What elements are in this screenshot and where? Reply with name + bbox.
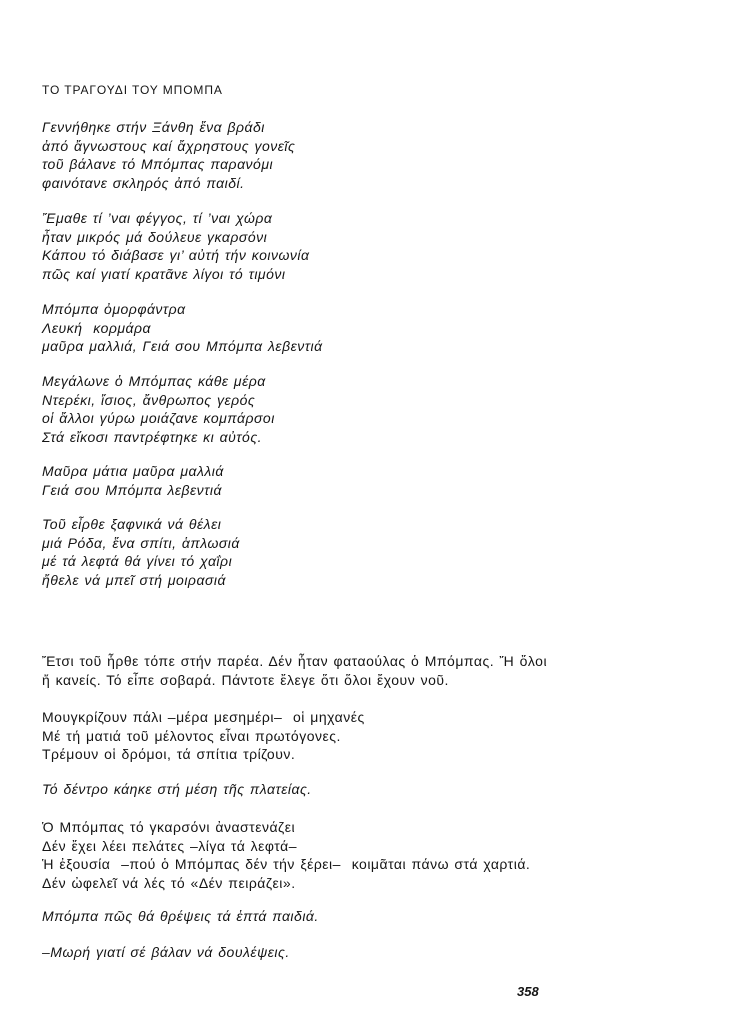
page-title: ΤΟ ΤΡΑΓΟΥΔΙ ΤΟΥ ΜΠΟΜΠΑ bbox=[42, 83, 223, 97]
poem-line: μαῦρα μαλλιά, Γειά σου Μπόμπα λεβεντιά bbox=[42, 338, 323, 355]
italic-line-1 bbox=[42, 780, 312, 799]
poem-line: Στά εἴκοσι παντρέφτηκε κι αὐτός. bbox=[42, 429, 263, 446]
italic-line: Μπόμπα πῶς θά θρέψεις τά ἑπτά παιδιά. bbox=[42, 908, 319, 924]
poem-line: πῶς καί γιατί κρατᾶνε λίγοι τό τιμόνι bbox=[42, 266, 286, 283]
poem-line: Λευκή κορμάρα bbox=[42, 319, 152, 336]
poem-stanza-2 bbox=[42, 209, 310, 284]
poem-line: οἱ ἄλλοι γύρω μοιάζανε κομπάρσοι bbox=[42, 410, 275, 427]
prose-line: Μέ τή ματιά τοῦ μέλοντος εἶναι πρωτόγονες. bbox=[42, 727, 341, 744]
poem-line: Τοῦ εἶρθε ξαφνικά νά θέλει bbox=[42, 516, 222, 532]
italic-line: –Μωρή γιατί σέ βάλαν νά δουλέψεις. bbox=[42, 944, 290, 960]
prose-paragraph-1 bbox=[42, 652, 547, 689]
prose-line: Δέν ἔχει λέει πελάτες –λίγα τά λεφτά– bbox=[42, 837, 298, 854]
poem-line: Μπόμπα ὀμορφάντρα bbox=[42, 301, 186, 317]
prose-line: Ἡ ἐξουσία –πού ὁ Μπόμπας δέν τήν ξέρει– κοιμᾶται πάνω στά χαρτιά. bbox=[42, 856, 531, 873]
italic-line: Τό δέντρο κάηκε στή μέση τῆς πλατείας. bbox=[42, 781, 312, 797]
poem-stanza-3 bbox=[42, 300, 323, 356]
italic-line-2 bbox=[42, 907, 319, 926]
poem-line: τοῦ βάλανε τό Μπόμπας παρανόμι bbox=[42, 156, 274, 173]
poem-line: ἀπό ἄγνωστους καί ἄχρηστους γονεῖς bbox=[42, 137, 296, 154]
prose-line: Τρέμουν οἱ δρόμοι, τά σπίτια τρίζουν. bbox=[42, 746, 296, 763]
page-number: 358 bbox=[517, 984, 539, 999]
poem-line: ἤθελε νά μπεῖ στή μοιρασιά bbox=[42, 572, 226, 589]
italic-line-3 bbox=[42, 943, 290, 962]
poem-line: ἦταν μικρός μά δούλευε γκαρσόνι bbox=[42, 228, 268, 245]
poem-line: Ἔμαθε τί ’ναι φέγγος, τί ’ναι χώρα bbox=[42, 210, 273, 226]
poem-line: Γεννήθηκε στήν Ξάνθη ἕνα βράδι bbox=[42, 119, 265, 135]
poem-stanza-4 bbox=[42, 372, 275, 447]
prose-line: ἤ κανείς. Τό εἶπε σοβαρά. Πάντοτε ἔλεγε ὅτι ὅλοι ἔχουν νοῦ. bbox=[42, 671, 449, 688]
poem-stanza-5 bbox=[42, 462, 224, 499]
poem-line: Ντερέκι, ἴσιος, ἄνθρωπος γερός bbox=[42, 391, 256, 408]
prose-line: Ἔτσι τοῦ ἦρθε τόπε στήν παρέα. Δέν ἦταν φαταούλας ὁ Μπόμπας. Ἤ ὅλοι bbox=[42, 653, 548, 669]
prose-line: Δέν ὠφελεῖ νά λές τό «Δέν πειράζει». bbox=[42, 875, 296, 892]
prose-paragraph-2 bbox=[42, 708, 365, 764]
poem-line: Κάπου τό διάβασε γι’ αὐτή τήν κοινωνία bbox=[42, 247, 310, 264]
poem-stanza-6 bbox=[42, 515, 240, 590]
poem-line: Μαῦρα μάτια μαῦρα μαλλιά bbox=[42, 463, 224, 479]
poem-stanza-1 bbox=[42, 118, 295, 193]
prose-paragraph-3 bbox=[42, 818, 530, 893]
poem-line: Μεγάλωνε ὁ Μπόμπας κάθε μέρα bbox=[42, 373, 266, 389]
prose-line: Ὁ Μπόμπας τό γκαρσόνι ἀναστενάζει bbox=[42, 819, 296, 835]
poem-line: Γειά σου Μπόμπα λεβεντιά bbox=[42, 481, 223, 498]
poem-line: φαινότανε σκληρός ἀπό παιδί. bbox=[42, 175, 245, 192]
poem-line: μέ τά λεφτά θά γίνει τό χαΐρι bbox=[42, 553, 233, 570]
poem-line: μιά Ρόδα, ἕνα σπίτι, ἁπλωσιά bbox=[42, 534, 240, 551]
prose-line: Μουγκρίζουν πάλι –μέρα μεσημέρι– οἱ μηχανές bbox=[42, 709, 365, 725]
